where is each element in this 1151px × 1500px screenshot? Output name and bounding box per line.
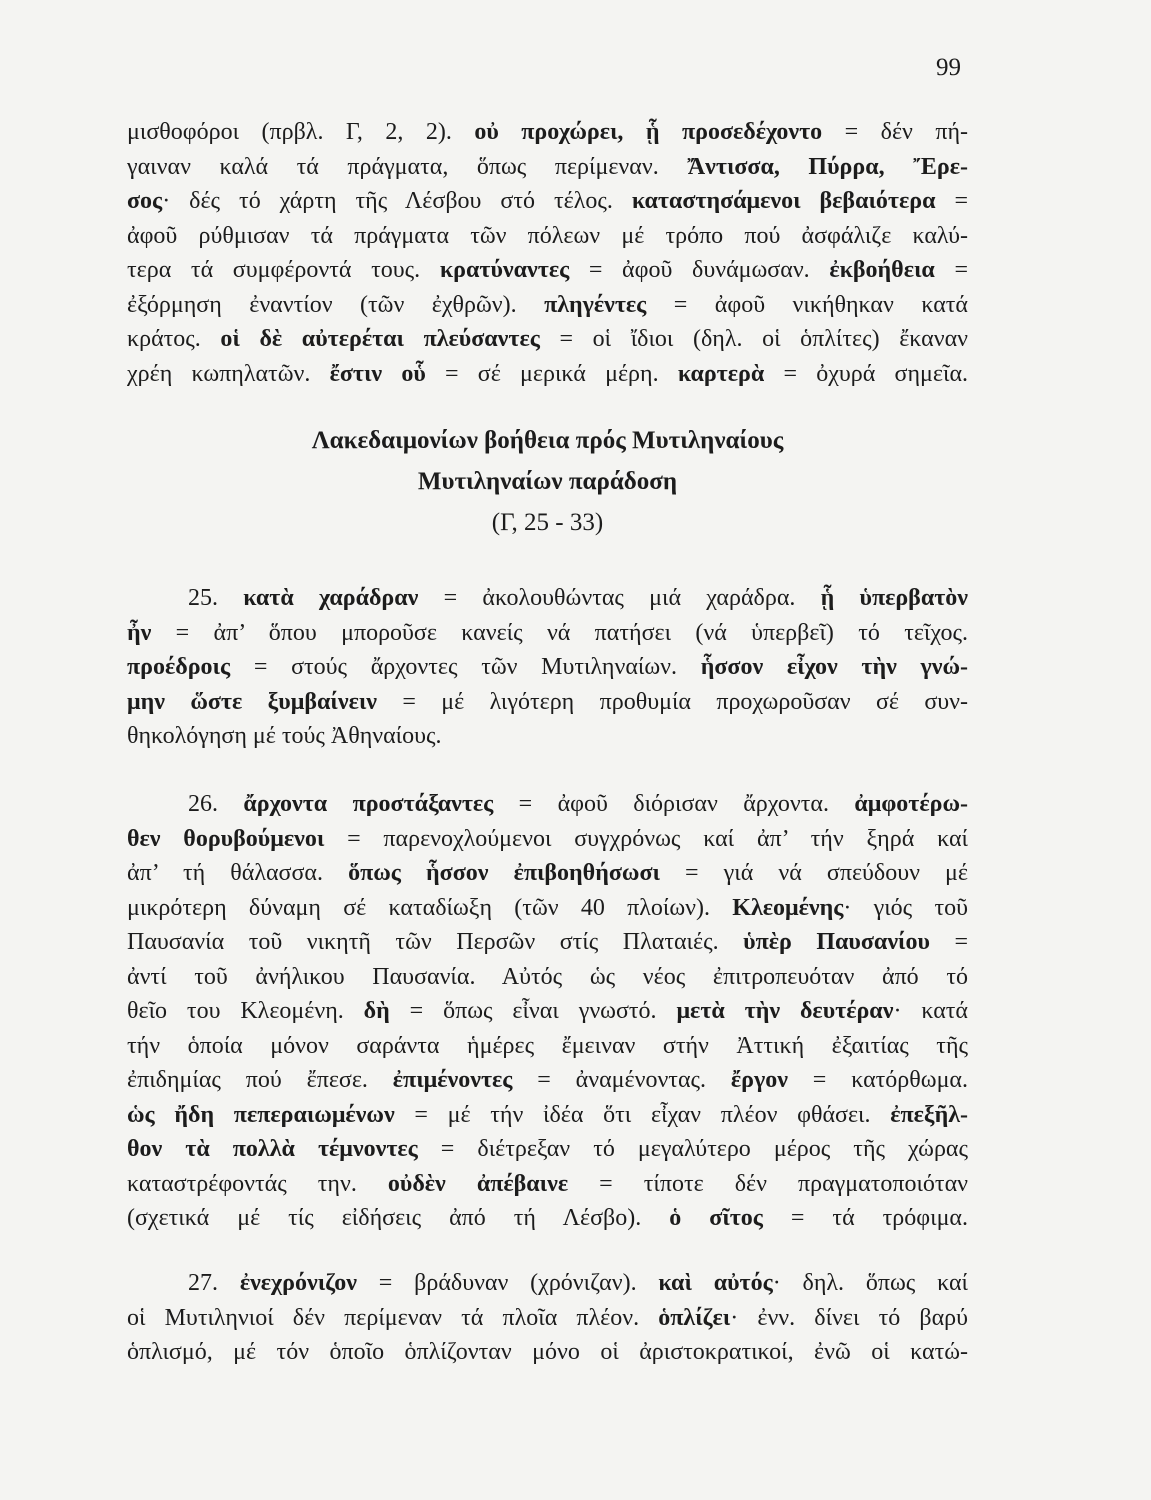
lemma-term: μην ὥστε ξυμβαίνειν bbox=[127, 688, 377, 715]
gloss-text: οἱ Μυτιληνιοί δέν περίμεναν τά πλοῖα πλέον. bbox=[127, 1304, 659, 1331]
lemma-term: σος bbox=[127, 188, 163, 214]
lemma-term: καταστησάμενοι βεβαιότερα bbox=[631, 188, 936, 214]
lemma-term: κατὰ χαράδραν bbox=[243, 585, 419, 611]
lemma-term: οὐδὲν ἀπέβαινε bbox=[387, 1170, 569, 1197]
gloss-text: = στούς ἄρχοντες τῶν Μυτιληναίων. bbox=[230, 654, 701, 680]
lemma-term: ἦν bbox=[127, 619, 152, 646]
gloss-text: καταστρέφοντάς την. bbox=[127, 1170, 388, 1197]
gloss-text: = τά τρόφιμα. bbox=[762, 1205, 969, 1231]
text-line bbox=[127, 184, 968, 219]
lemma-term: μετὰ τὴν δευτέραν bbox=[676, 998, 894, 1024]
gloss-text: · κατά bbox=[893, 998, 969, 1024]
text-line bbox=[127, 1132, 968, 1167]
text-line bbox=[127, 891, 968, 926]
gloss-text: θεῖο του Κλεομένη. bbox=[127, 998, 364, 1024]
gloss-text: = σέ μερικά μέρη. bbox=[425, 360, 678, 387]
text-line bbox=[127, 616, 968, 651]
gloss-text: = μέ τήν ἰδέα ὅτι εἶχαν πλέον φθάσει. bbox=[394, 1101, 891, 1128]
heading-title: Λακεδαιμονίων βοήθεια πρός Μυτιληναίους bbox=[311, 427, 784, 454]
gloss-text: ἐπιδημίας πού ἔπεσε. bbox=[127, 1067, 393, 1093]
gloss-text: (σχετικά μέ τίς εἰδήσεις ἀπό τή Λέσβο). bbox=[127, 1205, 670, 1231]
gloss-text: 26. bbox=[188, 791, 244, 817]
text-line bbox=[127, 1167, 968, 1202]
lemma-term: ἐπεξῆλ- bbox=[890, 1101, 968, 1128]
lemma-term: καρτερὰ bbox=[677, 360, 765, 387]
text-line bbox=[127, 787, 968, 822]
lemma-term: ἐνεχρόνιζον bbox=[239, 1270, 357, 1296]
gloss-text: τήν ὁποία μόνον σαράντα ἡμέρες ἔμειναν στήν Ἀττική ἐξαιτίας τῆς bbox=[127, 1032, 968, 1059]
gloss-text: τερα τά συμφέροντά τους. bbox=[127, 257, 440, 283]
heading-reference: (Γ, 25 - 33) bbox=[491, 509, 604, 536]
text-line bbox=[127, 219, 968, 254]
gloss-text: · δηλ. ὅπως καί bbox=[772, 1270, 969, 1296]
gloss-text: = κατόρθωμα. bbox=[787, 1067, 969, 1093]
text-line bbox=[127, 650, 968, 685]
gloss-text: = bbox=[934, 257, 968, 283]
lemma-term: ἐκβοήθεια bbox=[829, 257, 935, 283]
gloss-text: = ἀναμένοντας. bbox=[512, 1067, 731, 1093]
lemma-term: ὡς ἤδη πεπεραιωμένων bbox=[127, 1101, 395, 1128]
gloss-text: ὁπλισμό, μέ τόν ὁποῖο ὁπλίζονταν μόνο οἱ ἀριστοκρατικοί, ἐνῶ οἱ κατώ- bbox=[127, 1339, 968, 1365]
lemma-term: προέδροις bbox=[127, 654, 231, 680]
text-line bbox=[127, 1029, 968, 1064]
lemma-term: πληγέντες bbox=[544, 291, 647, 318]
text-line bbox=[127, 288, 968, 323]
gloss-text: = bbox=[935, 188, 969, 214]
gloss-text: ἀπ’ τή θάλασσα. bbox=[127, 860, 349, 886]
lemma-term: ὅπως ἧσσον ἐπιβοηθήσωσι bbox=[348, 860, 660, 886]
text-line bbox=[127, 822, 968, 857]
lemma-term: κρατύναντες bbox=[439, 257, 570, 283]
gloss-text: = ὅπως εἶναι γνωστό. bbox=[389, 998, 677, 1024]
gloss-text: = ἀφοῦ δυνάμωσαν. bbox=[569, 257, 830, 283]
gloss-text: = ἀπ’ ὅπου μποροῦσε κανείς νά πατήσει (νά ὑπερβεῖ) τό τεῖχος. bbox=[151, 619, 968, 646]
lemma-term: ᾗ ὑπερβατὸν bbox=[820, 585, 969, 611]
gloss-text: = γιά νά σπεύδουν μέ bbox=[659, 860, 968, 886]
text-line bbox=[127, 1301, 968, 1336]
heading-title: Μυτιληναίων παράδοση bbox=[417, 468, 678, 495]
gloss-text: 27. bbox=[188, 1270, 240, 1296]
lemma-term: δὴ bbox=[363, 998, 390, 1024]
gloss-text: = μέ λιγότερη προθυμία προχωροῦσαν σέ συν- bbox=[377, 688, 968, 715]
gloss-text: = διέτρεξαν τό μεγαλύτερο μέρος τῆς χώρας bbox=[417, 1136, 969, 1162]
commentary-note-25 bbox=[127, 581, 968, 754]
commentary-note-27 bbox=[127, 1266, 968, 1370]
commentary-note-26 bbox=[127, 787, 968, 1236]
gloss-text: · δές τό χάρτη τῆς Λέσβου στό τέλος. bbox=[162, 188, 632, 214]
text-line bbox=[127, 856, 968, 891]
gloss-text: = ἀκολουθώντας μιά χαράδρα. bbox=[418, 585, 821, 611]
text-line bbox=[127, 685, 968, 720]
text-line bbox=[127, 420, 968, 461]
lemma-term: οὐ προχώρει, ᾗ προσεδέχοντο bbox=[474, 119, 823, 145]
gloss-text: ἀντί τοῦ ἀνήλικου Παυσανία. Αὐτός ὡς νέος ἐπιτροπευόταν ἀπό τό bbox=[127, 963, 968, 990]
lemma-term: ὑπὲρ Παυσανίου bbox=[743, 929, 930, 955]
text-line bbox=[127, 1063, 968, 1098]
gloss-text: = ἀφοῦ νικήθηκαν κατά bbox=[646, 291, 968, 318]
text-line bbox=[127, 581, 968, 616]
gloss-text: γαιναν καλά τά πράγματα, ὅπως περίμεναν. bbox=[127, 153, 688, 180]
lemma-term: Κλεομένης bbox=[732, 894, 844, 921]
lemma-term: θεν θορυβούμενοι bbox=[127, 825, 325, 852]
gloss-text: Παυσανία τοῦ νικητῆ τῶν Περσῶν στίς Πλαταιές. bbox=[127, 929, 744, 955]
gloss-text: = παρενοχλούμενοι συγχρόνως καί ἀπ’ τήν ξηρά καί bbox=[324, 825, 968, 852]
gloss-text: μισθοφόροι (πρβλ. Γ, 2, 2). bbox=[127, 119, 475, 145]
gloss-text: = οἱ ἴδιοι (δηλ. οἱ ὁπλίτες) ἔκαναν bbox=[539, 326, 969, 352]
section-heading bbox=[127, 420, 968, 543]
gloss-text: = bbox=[929, 929, 969, 955]
lemma-term: ἄρχοντα προστάξαντες bbox=[243, 791, 494, 817]
gloss-text: = ἀφοῦ διόρισαν ἄρχοντα. bbox=[493, 791, 855, 817]
lemma-term: ἧσσον εἶχον τὴν γνώ- bbox=[700, 654, 968, 680]
gloss-text: ἀφοῦ ρύθμισαν τά πράγματα τῶν πόλεων μέ τρόπο πού ἀσφάλιζε καλύ- bbox=[127, 222, 968, 249]
text-line bbox=[127, 719, 968, 754]
lemma-term: καὶ αὐτός bbox=[658, 1270, 773, 1296]
gloss-text: κράτος. bbox=[127, 326, 221, 352]
text-line bbox=[127, 461, 968, 502]
lemma-term: ὁπλίζει bbox=[658, 1304, 731, 1331]
text-line bbox=[127, 253, 968, 288]
lemma-term: θον τὰ πολλὰ τέμνοντες bbox=[127, 1136, 418, 1162]
gloss-text: ἐξόρμηση ἐναντίον (τῶν ἐχθρῶν). bbox=[127, 291, 545, 318]
lemma-term: οἱ δὲ αὐτερέται πλεύσαντες bbox=[220, 326, 540, 352]
text-line bbox=[127, 1098, 968, 1133]
lemma-term: ὁ σῖτος bbox=[669, 1205, 763, 1231]
text-line bbox=[127, 150, 968, 185]
gloss-text: = τίποτε δέν πραγματοποιόταν bbox=[568, 1170, 968, 1197]
text-line bbox=[127, 322, 968, 357]
lemma-term: ἐπιμένοντες bbox=[392, 1067, 513, 1093]
gloss-text: = βράδυναν (χρόνιζαν). bbox=[356, 1270, 659, 1296]
page-number: 99 bbox=[936, 54, 961, 81]
text-line bbox=[127, 1266, 968, 1301]
text-line bbox=[127, 357, 968, 392]
gloss-text: · ἐνν. δίνει τό βαρύ bbox=[730, 1304, 968, 1331]
gloss-text: θηκολόγηση μέ τούς Ἀθηναίους. bbox=[127, 723, 442, 749]
text-line bbox=[127, 502, 968, 543]
gloss-text: 25. bbox=[188, 585, 244, 611]
gloss-text: μικρότερη δύναμη σέ καταδίωξη (τῶν 40 πλοίων). bbox=[127, 894, 733, 921]
text-line bbox=[127, 994, 968, 1029]
gloss-text: · γιός τοῦ bbox=[843, 894, 968, 921]
text-line bbox=[127, 1335, 968, 1370]
gloss-text: = ὀχυρά σημεῖα. bbox=[764, 360, 969, 387]
text-line bbox=[127, 1201, 968, 1236]
text-line bbox=[127, 115, 968, 150]
lemma-term: ἔστιν οὗ bbox=[329, 360, 426, 387]
gloss-text: = δέν πή- bbox=[822, 119, 969, 145]
lemma-term: ἀμφοτέρω- bbox=[854, 791, 968, 817]
lemma-term: Ἄντισσα, Πύρρα, Ἔρε- bbox=[687, 153, 968, 180]
lemma-term: ἔργον bbox=[730, 1067, 788, 1093]
gloss-text: χρέη κωπηλατῶν. bbox=[127, 360, 330, 387]
text-line bbox=[127, 925, 968, 960]
commentary-continuation bbox=[127, 115, 968, 391]
text-line bbox=[127, 960, 968, 995]
